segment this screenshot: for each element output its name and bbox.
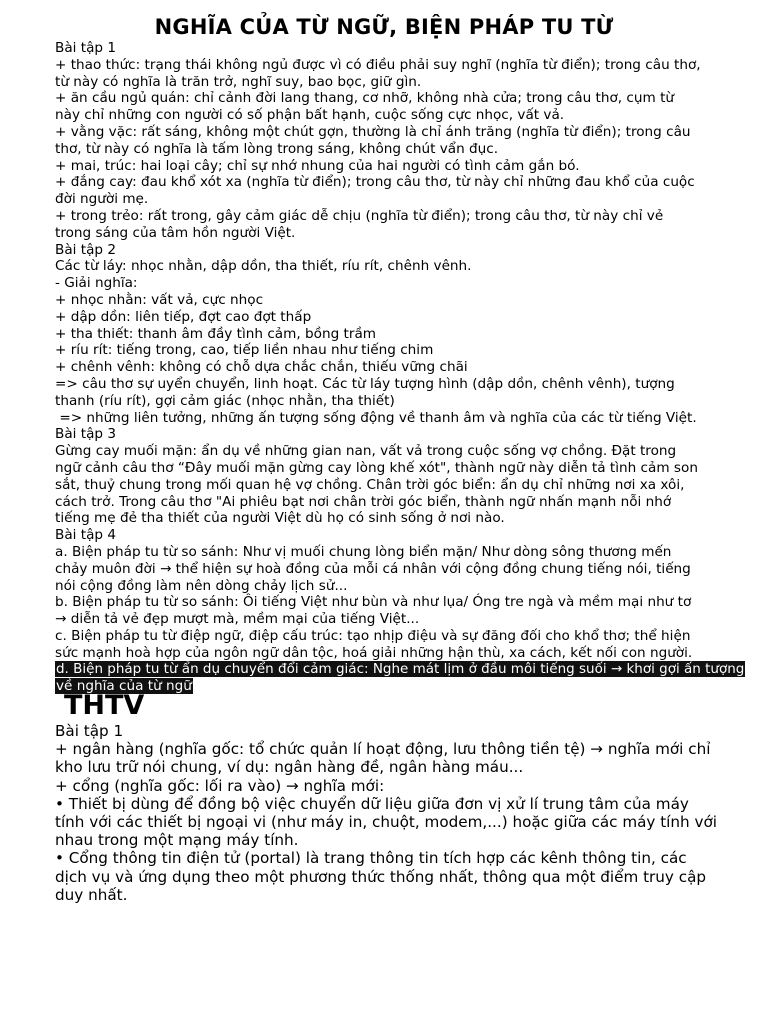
highlighted-text-line (55, 678, 735, 695)
text-selection[interactable]: d. Biện pháp tu từ ẩn dụ chuyển đổi cảm giác: Nghe mát lịm ở đầu môi tiếng suối → khơi gợi ấn tượng (55, 661, 745, 678)
text-line: duy nhất. (55, 885, 128, 904)
text-line: b. Biện pháp tu từ so sánh: Ôi tiếng Việt như bùn và như lụa/ Óng tre ngà và mềm mại như tơ (55, 594, 692, 611)
text-line: ngữ cảnh câu thơ “Đây muối mặn gừng cay lòng khế xót", thành ngữ này diễn tả tình cảm son (55, 459, 698, 476)
text-line: • Thiết bị dùng để đồng bộ việc chuyển dữ liệu giữa đơn vị xử lí trung tâm của máy (55, 794, 689, 813)
text-line: sức mạnh hoà hợp của ngôn ngữ dân tộc, hoá giải những hận thù, xa cách, kết nối con người. (55, 644, 693, 661)
text-line: chảy muôn đời → thể hiện sự hoà đồng của mỗi cá nhân với cộng đồng chung tiếng nói, tiếng (55, 560, 691, 577)
text-line: + nhọc nhằn: vất vả, cực nhọc (55, 291, 264, 308)
text-line: Bài tập 1 (55, 722, 124, 740)
text-line: + thao thức: trạng thái không ngủ được vì có điều phải suy nghĩ (nghĩa từ điển); trong câu thơ, (55, 56, 701, 73)
section-heading-thtv: THTV (64, 690, 145, 721)
text-line: c. Biện pháp tu từ điệp ngữ, điệp cấu trúc: tạo nhịp điệu và sự đăng đối cho khổ thơ; thể hiện (55, 627, 691, 644)
text-line: + ăn cầu ngủ quán: chỉ cảnh đời lang thang, cơ nhỡ, không nhà cửa; trong câu thơ, cụm từ (55, 90, 675, 107)
text-line: a. Biện pháp tu từ so sánh: Như vị muối chung lòng biển mặn/ Như dòng sông thương mến (55, 543, 672, 560)
text-line: + dập dồn: liên tiếp, đợt cao đợt thấp (55, 308, 312, 325)
text-line: sắt, thuỷ chung trong mối quan hệ vợ chồng. Chân trời góc biển: ẩn dụ chỉ những nơi xa xôi, (55, 476, 685, 493)
text-line: nói cộng đồng làm nên dòng chảy lịch sử... (55, 577, 348, 594)
text-line: dịch vụ và ứng dụng theo một phương thức thống nhất, thông qua một điểm truy cập (55, 867, 707, 886)
text-line: này chỉ những con người có số phận bất hạnh, cuộc sống cực nhọc, vất vả. (55, 107, 565, 124)
text-line: Bài tập 2 (55, 241, 117, 258)
text-line: Bài tập 1 (55, 40, 117, 56)
text-line: • Cổng thông tin điện tử (portal) là trang thông tin tích hợp các kênh thông tin, các (55, 849, 687, 868)
text-line: - Giải nghĩa: (55, 275, 138, 292)
text-line: đời người mẹ. (55, 191, 149, 208)
text-line: → diễn tả vẻ đẹp mượt mà, mềm mại của tiếng Việt... (55, 611, 420, 628)
text-line: + đắng cay: đau khổ xót xa (nghĩa từ điển); trong câu thơ, từ này chỉ những đau khổ của cuộc (55, 174, 695, 191)
text-line: thơ, từ này có nghĩa là tấm lòng trong sáng, không chút vẩn đục. (55, 140, 499, 157)
text-line: + cổng (nghĩa gốc: lối ra vào) → nghĩa mới: (55, 776, 385, 795)
text-line: + trong trẻo: rất trong, gây cảm giác dễ chịu (nghĩa từ điển); trong câu thơ, từ này chỉ vẻ (55, 207, 664, 224)
text-line: + mai, trúc: hai loại cây; chỉ sự nhớ nhung của hai người có tình cảm gắn bó. (55, 157, 580, 174)
text-line: + vằng vặc: rất sáng, không một chút gợn, thường là chỉ ánh trăng (nghĩa từ điển); trong câu (55, 123, 691, 140)
text-line: + ríu rít: tiếng trong, cao, tiếp liền nhau như tiếng chim (55, 342, 434, 359)
highlighted-text-line (55, 661, 745, 678)
section-meaning-exercises (55, 40, 745, 695)
text-line: => câu thơ sự uyển chuyển, linh hoạt. Các từ láy tượng hình (dập dồn, chênh vênh), tượng (55, 375, 675, 392)
text-line: + tha thiết: thanh âm đầy tình cảm, bồng trầm (55, 325, 377, 342)
text-selection[interactable]: về nghĩa của từ ngữ (56, 678, 192, 695)
text-line: Bài tập 3 (55, 426, 117, 443)
section-thtv-exercises (55, 722, 745, 904)
page-title: NGHĨA CỦA TỪ NGỮ, BIỆN PHÁP TU TỪ (154, 15, 614, 39)
text-line: tiếng mẹ đẻ tha thiết của người Việt dù họ có sinh sống ở nơi nào. (55, 510, 505, 527)
text-line: kho lưu trữ nói chung, ví dụ: ngân hàng đề, ngân hàng máu... (55, 758, 524, 777)
text-line: từ này có nghĩa là trăn trở, nghĩ suy, bao bọc, giữ gìn. (55, 73, 422, 90)
text-line: cách trở. Trong câu thơ "Ai phiêu bạt nơi chân trời góc biển, thành ngữ nhấn mạnh nỗi nhớ (55, 493, 672, 510)
text-line: tính với các thiết bị ngoại vi (như máy in, chuột, modem,...) hoặc giữa các máy tính với (55, 812, 717, 831)
text-line: Các từ láy: nhọc nhằn, dập dồn, tha thiết, ríu rít, chênh vênh. (55, 258, 472, 275)
text-line: + ngân hàng (nghĩa gốc: tổ chức quản lí hoạt động, lưu thông tiền tệ) → nghĩa mới chỉ (55, 740, 711, 759)
text-line: trong sáng của tâm hồn người Việt. (55, 224, 296, 241)
text-line: Bài tập 4 (55, 527, 117, 544)
text-line: nhau trong một mạng máy tính. (55, 831, 299, 850)
text-line: Gừng cay muối mặn: ẩn dụ về những gian nan, vất vả trong cuộc sống vợ chồng. Đặt trong (55, 443, 677, 460)
text-line: + chênh vênh: không có chỗ dựa chắc chắn, thiếu vững chãi (55, 359, 468, 376)
text-line: => những liên tưởng, những ấn tượng sống động về thanh âm và nghĩa của các từ tiếng Việt. (55, 409, 697, 426)
text-line: thanh (ríu rít), gợi cảm giác (nhọc nhằn, tha thiết) (55, 392, 395, 409)
